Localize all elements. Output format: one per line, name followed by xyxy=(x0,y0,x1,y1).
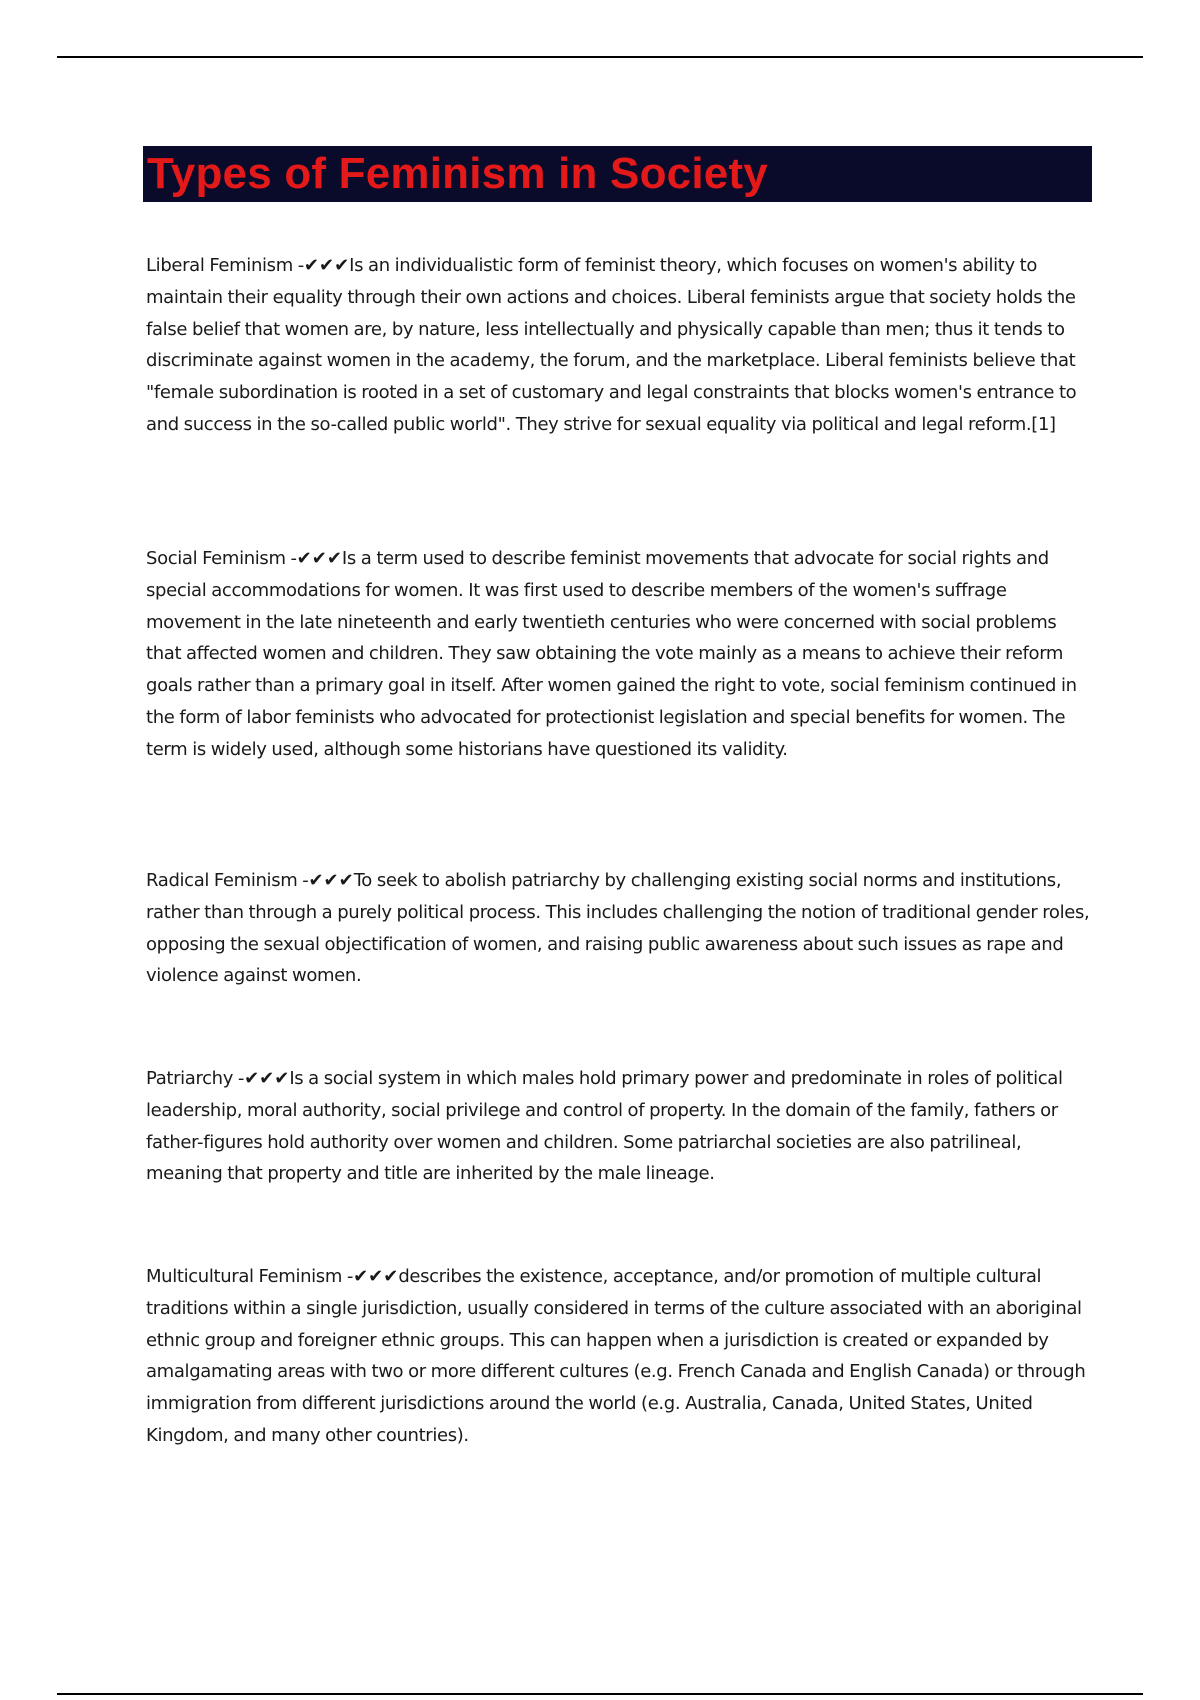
entry-term: Multicultural Feminism xyxy=(146,1266,343,1287)
entry-liberal-feminism xyxy=(146,250,1096,441)
entry-multicultural-feminism xyxy=(146,1261,1096,1452)
check-marks-icon: ✔✔✔ xyxy=(244,1068,290,1089)
entry-social-feminism xyxy=(146,543,1096,766)
entry-definition: Is a social system in which males hold primary power and predominate in roles of political leadership, moral authority, social privilege and control of property. In the domain of the family, fathers or father-figures hold authority over women and children. Some patriarchal societies are also patrilineal, meaning that property and title are inherited by the male lineage. xyxy=(146,1068,1063,1185)
check-marks-icon: ✔✔✔ xyxy=(308,870,354,891)
entry-definition: Is an individualistic form of feminist theory, which focuses on women's ability to maintain their equality through their own actions and choices. Liberal feminists argue that society holds the false belief that women are, by nature, less intellectually and physically capable than men; thus it tends to discriminate against women in the academy, the forum, and the marketplace. Liberal feminists believe that "female subordination is rooted in a set of customary and legal constraints that blocks women's entrance to and success in the so-called public world". They strive for sexual equality via political and legal reform.[1] xyxy=(146,255,1077,435)
check-marks-icon: ✔✔✔ xyxy=(296,548,342,569)
entry-separator: - xyxy=(292,255,304,276)
entry-term: Patriarchy xyxy=(146,1068,234,1089)
title-banner xyxy=(143,146,1092,202)
entry-term: Radical Feminism xyxy=(146,870,298,891)
entry-term: Social Feminism xyxy=(146,548,286,569)
entry-term: Liberal Feminism xyxy=(146,255,293,276)
entry-definition: To seek to abolish patriarchy by challenging existing social norms and institutions, rather than through a purely political process. This includes challenging the notion of traditional gender roles, opposing the sexual objectification of women, and raising public awareness about such issues as rape and violence against women. xyxy=(146,870,1090,987)
page-title: Types of Feminism in Society xyxy=(147,149,768,198)
entry-radical-feminism xyxy=(146,865,1096,992)
entry-separator: - xyxy=(342,1266,354,1287)
entry-separator: - xyxy=(233,1068,245,1089)
entry-patriarchy xyxy=(146,1063,1096,1190)
entry-definition: Is a term used to describe feminist movements that advocate for social rights and special accommodations for women. It was first used to describe members of the women's suffrage movement in the late nineteenth and early twentieth centuries who were concerned with social problems that affected women and children. They saw obtaining the vote mainly as a means to achieve their reform goals rather than a primary goal in itself. After women gained the right to vote, social feminism continued in the form of labor feminists who advocated for protectionist legislation and special benefits for women. The term is widely used, although some historians have questioned its validity. xyxy=(146,548,1077,760)
entry-definition: describes the existence, acceptance, and/or promotion of multiple cultural traditions within a single jurisdiction, usually considered in terms of the culture associated with an aboriginal ethnic group and foreigner ethnic groups. This can happen when a jurisdiction is created or expanded by amalgamating areas with two or more different cultures (e.g. French Canada and English Canada) or through immigration from different jurisdictions around the world (e.g. Australia, Canada, United States, United Kingdom, and many other countries). xyxy=(146,1266,1086,1446)
check-marks-icon: ✔✔✔ xyxy=(303,255,350,276)
bottom-rule xyxy=(57,1693,1143,1695)
top-rule xyxy=(57,56,1143,58)
entry-separator: - xyxy=(297,870,309,891)
entry-separator: - xyxy=(285,548,297,569)
check-marks-icon: ✔✔✔ xyxy=(353,1266,399,1287)
